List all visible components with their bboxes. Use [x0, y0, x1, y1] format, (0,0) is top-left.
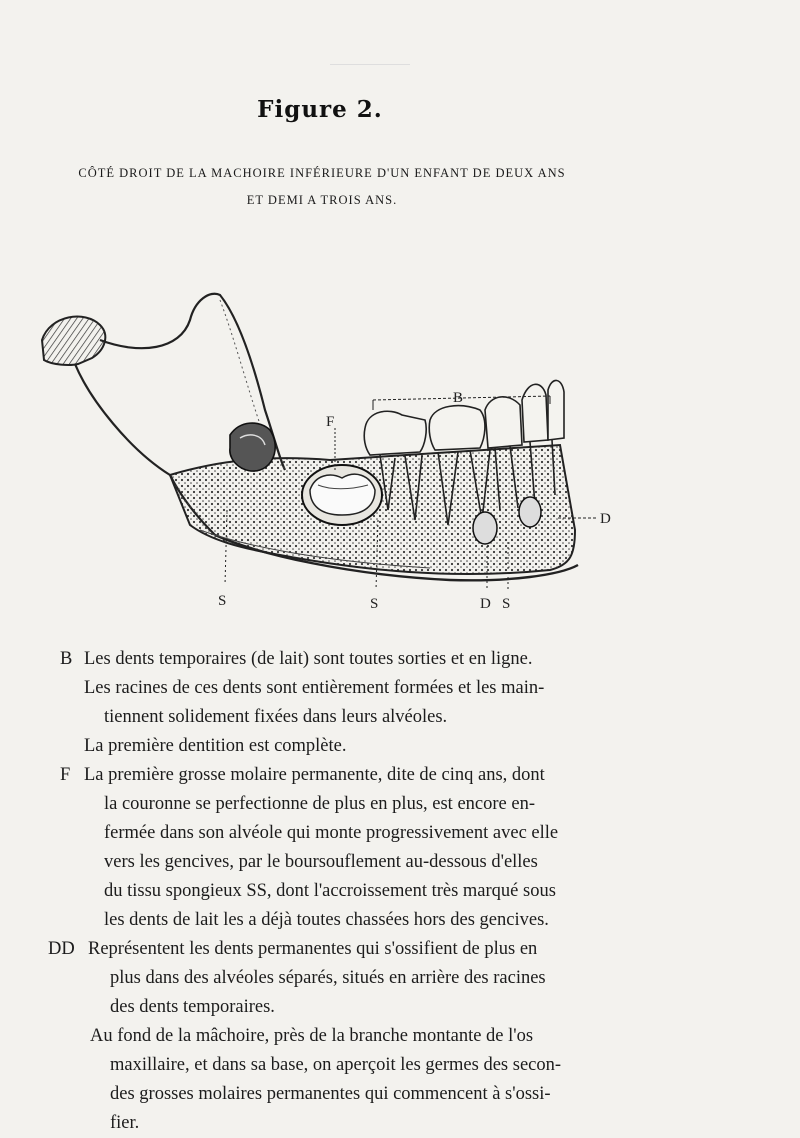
legend-letter: B: [60, 649, 73, 669]
legend-line: fier.: [110, 1113, 140, 1133]
legend-line: tiennent solidement fixées dans leurs alvéoles.: [104, 707, 448, 727]
legend-line: La première grosse molaire permanente, dite de cinq ans, dont: [84, 765, 545, 785]
legend-line: les dents de lait les a déjà toutes chassées hors des gencives.: [104, 910, 549, 930]
legend-item-b: [50, 645, 640, 761]
legend-letter: DD: [48, 939, 75, 959]
legend-text: [50, 645, 640, 1138]
label-d-right: D: [600, 511, 611, 527]
legend-line: Les racines de ces dents sont entièrement formées et les main-: [84, 678, 545, 698]
caption-line-1: CÔTÉ DROIT DE LA MACHOIRE INFÉRIEURE D'UN ENFANT DE DEUX ANS: [78, 166, 566, 180]
jaw-illustration: [30, 280, 630, 620]
legend-line: du tissu spongieux SS, dont l'accroissement très marqué sous: [104, 881, 556, 901]
figure-caption: [40, 160, 604, 214]
legend-line: des grosses molaires permanentes qui commencent à s'ossi-: [110, 1084, 551, 1104]
label-b: B: [453, 390, 464, 406]
legend-letter: F: [60, 765, 71, 785]
label-s-bottom: S: [502, 596, 511, 612]
jaw-engraving: [30, 280, 630, 620]
first-permanent-molar: [302, 465, 382, 525]
label-s-left: S: [218, 593, 227, 609]
label-d-bottom: D: [480, 596, 491, 612]
caption-line-2: ET DEMI A TROIS ANS.: [246, 193, 398, 207]
label-f: F: [326, 414, 335, 430]
legend-line: maxillaire, et dans sa base, on aperçoit les germes des secon-: [110, 1055, 562, 1075]
bleed-through-rule: [330, 64, 410, 65]
legend-line: des dents temporaires.: [110, 997, 275, 1017]
legend-item-dd: [50, 935, 640, 1138]
figure-title: Figure 2.: [257, 96, 383, 123]
legend-line: plus dans des alvéoles séparés, situés en arrière des racines: [110, 968, 546, 988]
legend-line: Au fond de la mâchoire, près de la branche montante de l'os: [90, 1026, 534, 1046]
legend-item-f: [50, 761, 640, 935]
legend-line: Représentent les dents permanentes qui s'ossifient de plus en: [88, 939, 538, 959]
legend-line: vers les gencives, par le boursouflement au-dessous d'elles: [104, 852, 538, 872]
legend-line: la couronne se perfectionne de plus en plus, est encore en-: [104, 794, 535, 814]
legend-line: fermée dans son alvéole qui monte progressivement avec elle: [104, 823, 559, 843]
legend-line: La première dentition est complète.: [84, 736, 347, 756]
second-molar-germ: [230, 423, 275, 471]
label-s-mid: S: [370, 596, 379, 612]
legend-line: Les dents temporaires (de lait) sont toutes sorties et en ligne.: [84, 649, 533, 669]
